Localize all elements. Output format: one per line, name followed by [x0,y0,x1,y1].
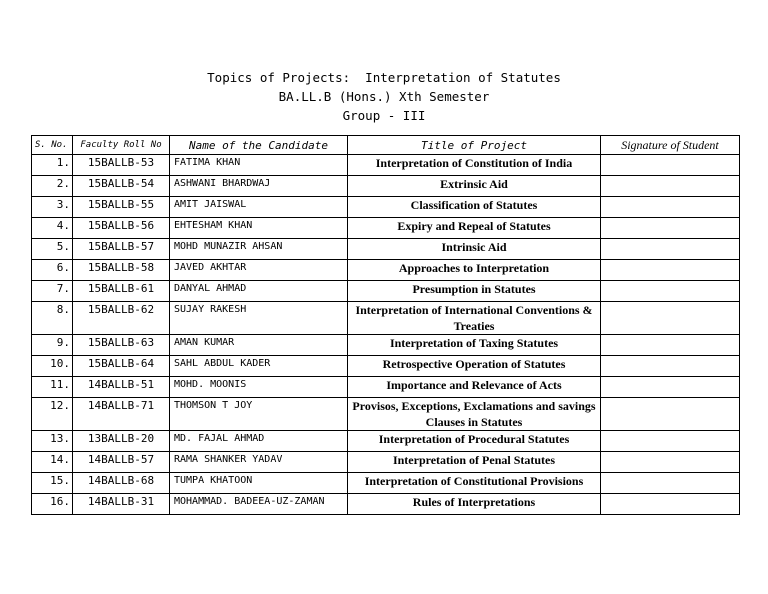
table-row [32,494,740,515]
cell-title: Extrinsic Aid [348,176,601,197]
cell-title: Retrospective Operation of Statutes [348,356,601,377]
cell-signature [601,335,740,356]
course-subtitle: BA.LL.B (Hons.) Xth Semester [278,89,490,104]
table-row [32,281,740,302]
cell-roll: 15BALLB-63 [73,335,170,356]
cell-name: DANYAL AHMAD [170,281,348,302]
table-row [32,356,740,377]
cell-sno: 5. [32,239,73,260]
cell-sno: 4. [32,218,73,239]
cell-signature [601,356,740,377]
cell-sno: 3. [32,197,73,218]
cell-sno: 6. [32,260,73,281]
cell-roll: 15BALLB-57 [73,239,170,260]
cell-roll: 15BALLB-53 [73,155,170,176]
cell-sno: 12. [32,398,73,431]
column-header-roll: Faculty Roll No [73,136,170,155]
document-title: Topics of Projects: Interpretation of Statutes [207,70,561,85]
table-row [32,452,740,473]
cell-signature [601,176,740,197]
cell-sno: 10. [32,356,73,377]
table-row [32,302,740,335]
table-header-row [32,136,740,155]
cell-sno: 2. [32,176,73,197]
cell-roll: 14BALLB-68 [73,473,170,494]
cell-name: AMIT JAISWAL [170,197,348,218]
column-header-title: Title of Project [348,136,601,155]
cell-name: MOHD. MOONIS [170,377,348,398]
cell-signature [601,218,740,239]
cell-signature [601,239,740,260]
cell-roll: 15BALLB-64 [73,356,170,377]
cell-name: EHTESHAM KHAN [170,218,348,239]
cell-signature [601,281,740,302]
cell-sno: 14. [32,452,73,473]
projects-table [31,135,740,515]
cell-signature [601,452,740,473]
cell-signature [601,155,740,176]
cell-signature [601,494,740,515]
cell-roll: 15BALLB-62 [73,302,170,335]
cell-title: Interpretation of Constitutional Provisions [348,473,601,494]
cell-sno: 8. [32,302,73,335]
table-row [32,155,740,176]
table-row [32,260,740,281]
table-row [32,197,740,218]
cell-roll: 15BALLB-55 [73,197,170,218]
cell-signature [601,398,740,431]
table-row [32,431,740,452]
cell-title: Provisos, Exceptions, Exclamations and savings Clauses in Statutes [348,398,601,431]
cell-signature [601,197,740,218]
cell-roll: 13BALLB-20 [73,431,170,452]
column-header-name: Name of the Candidate [170,136,348,155]
cell-signature [601,377,740,398]
cell-name: ASHWANI BHARDWAJ [170,176,348,197]
cell-sno: 9. [32,335,73,356]
cell-sno: 11. [32,377,73,398]
table-row [32,218,740,239]
cell-name: SAHL ABDUL KADER [170,356,348,377]
cell-roll: 15BALLB-56 [73,218,170,239]
cell-sno: 15. [32,473,73,494]
column-header-sno: S. No. [32,136,73,155]
table-row [32,239,740,260]
cell-title: Importance and Relevance of Acts [348,377,601,398]
cell-name: MD. FAJAL AHMAD [170,431,348,452]
cell-name: FATIMA KHAN [170,155,348,176]
cell-roll: 15BALLB-58 [73,260,170,281]
cell-signature [601,473,740,494]
cell-title: Interpretation of Constitution of India [348,155,601,176]
cell-title: Interpretation of International Conventions & Treaties [348,302,601,335]
cell-signature [601,431,740,452]
cell-name: MOHAMMAD. BADEEA-UZ-ZAMAN [170,494,348,515]
group-label: Group - III [342,108,426,123]
cell-name: MOHD MUNAZIR AHSAN [170,239,348,260]
cell-name: RAMA SHANKER YADAV [170,452,348,473]
cell-title: Interpretation of Taxing Statutes [348,335,601,356]
cell-title: Interpretation of Procedural Statutes [348,431,601,452]
cell-roll: 15BALLB-54 [73,176,170,197]
cell-name: TUMPA KHATOON [170,473,348,494]
cell-sno: 7. [32,281,73,302]
table-row [32,335,740,356]
cell-roll: 15BALLB-61 [73,281,170,302]
cell-name: AMAN KUMAR [170,335,348,356]
cell-title: Classification of Statutes [348,197,601,218]
cell-title: Intrinsic Aid [348,239,601,260]
cell-signature [601,260,740,281]
cell-roll: 14BALLB-71 [73,398,170,431]
cell-title: Rules of Interpretations [348,494,601,515]
cell-sno: 16. [32,494,73,515]
cell-name: THOMSON T JOY [170,398,348,431]
cell-title: Approaches to Interpretation [348,260,601,281]
cell-name: JAVED AKHTAR [170,260,348,281]
cell-signature [601,302,740,335]
cell-roll: 14BALLB-51 [73,377,170,398]
table-row [32,398,740,431]
column-header-signature: Signature of Student [601,136,740,155]
cell-name: SUJAY RAKESH [170,302,348,335]
table-row [32,473,740,494]
cell-roll: 14BALLB-31 [73,494,170,515]
cell-sno: 13. [32,431,73,452]
cell-title: Interpretation of Penal Statutes [348,452,601,473]
table-row [32,176,740,197]
cell-title: Expiry and Repeal of Statutes [348,218,601,239]
cell-roll: 14BALLB-57 [73,452,170,473]
table-row [32,377,740,398]
cell-sno: 1. [32,155,73,176]
cell-title: Presumption in Statutes [348,281,601,302]
